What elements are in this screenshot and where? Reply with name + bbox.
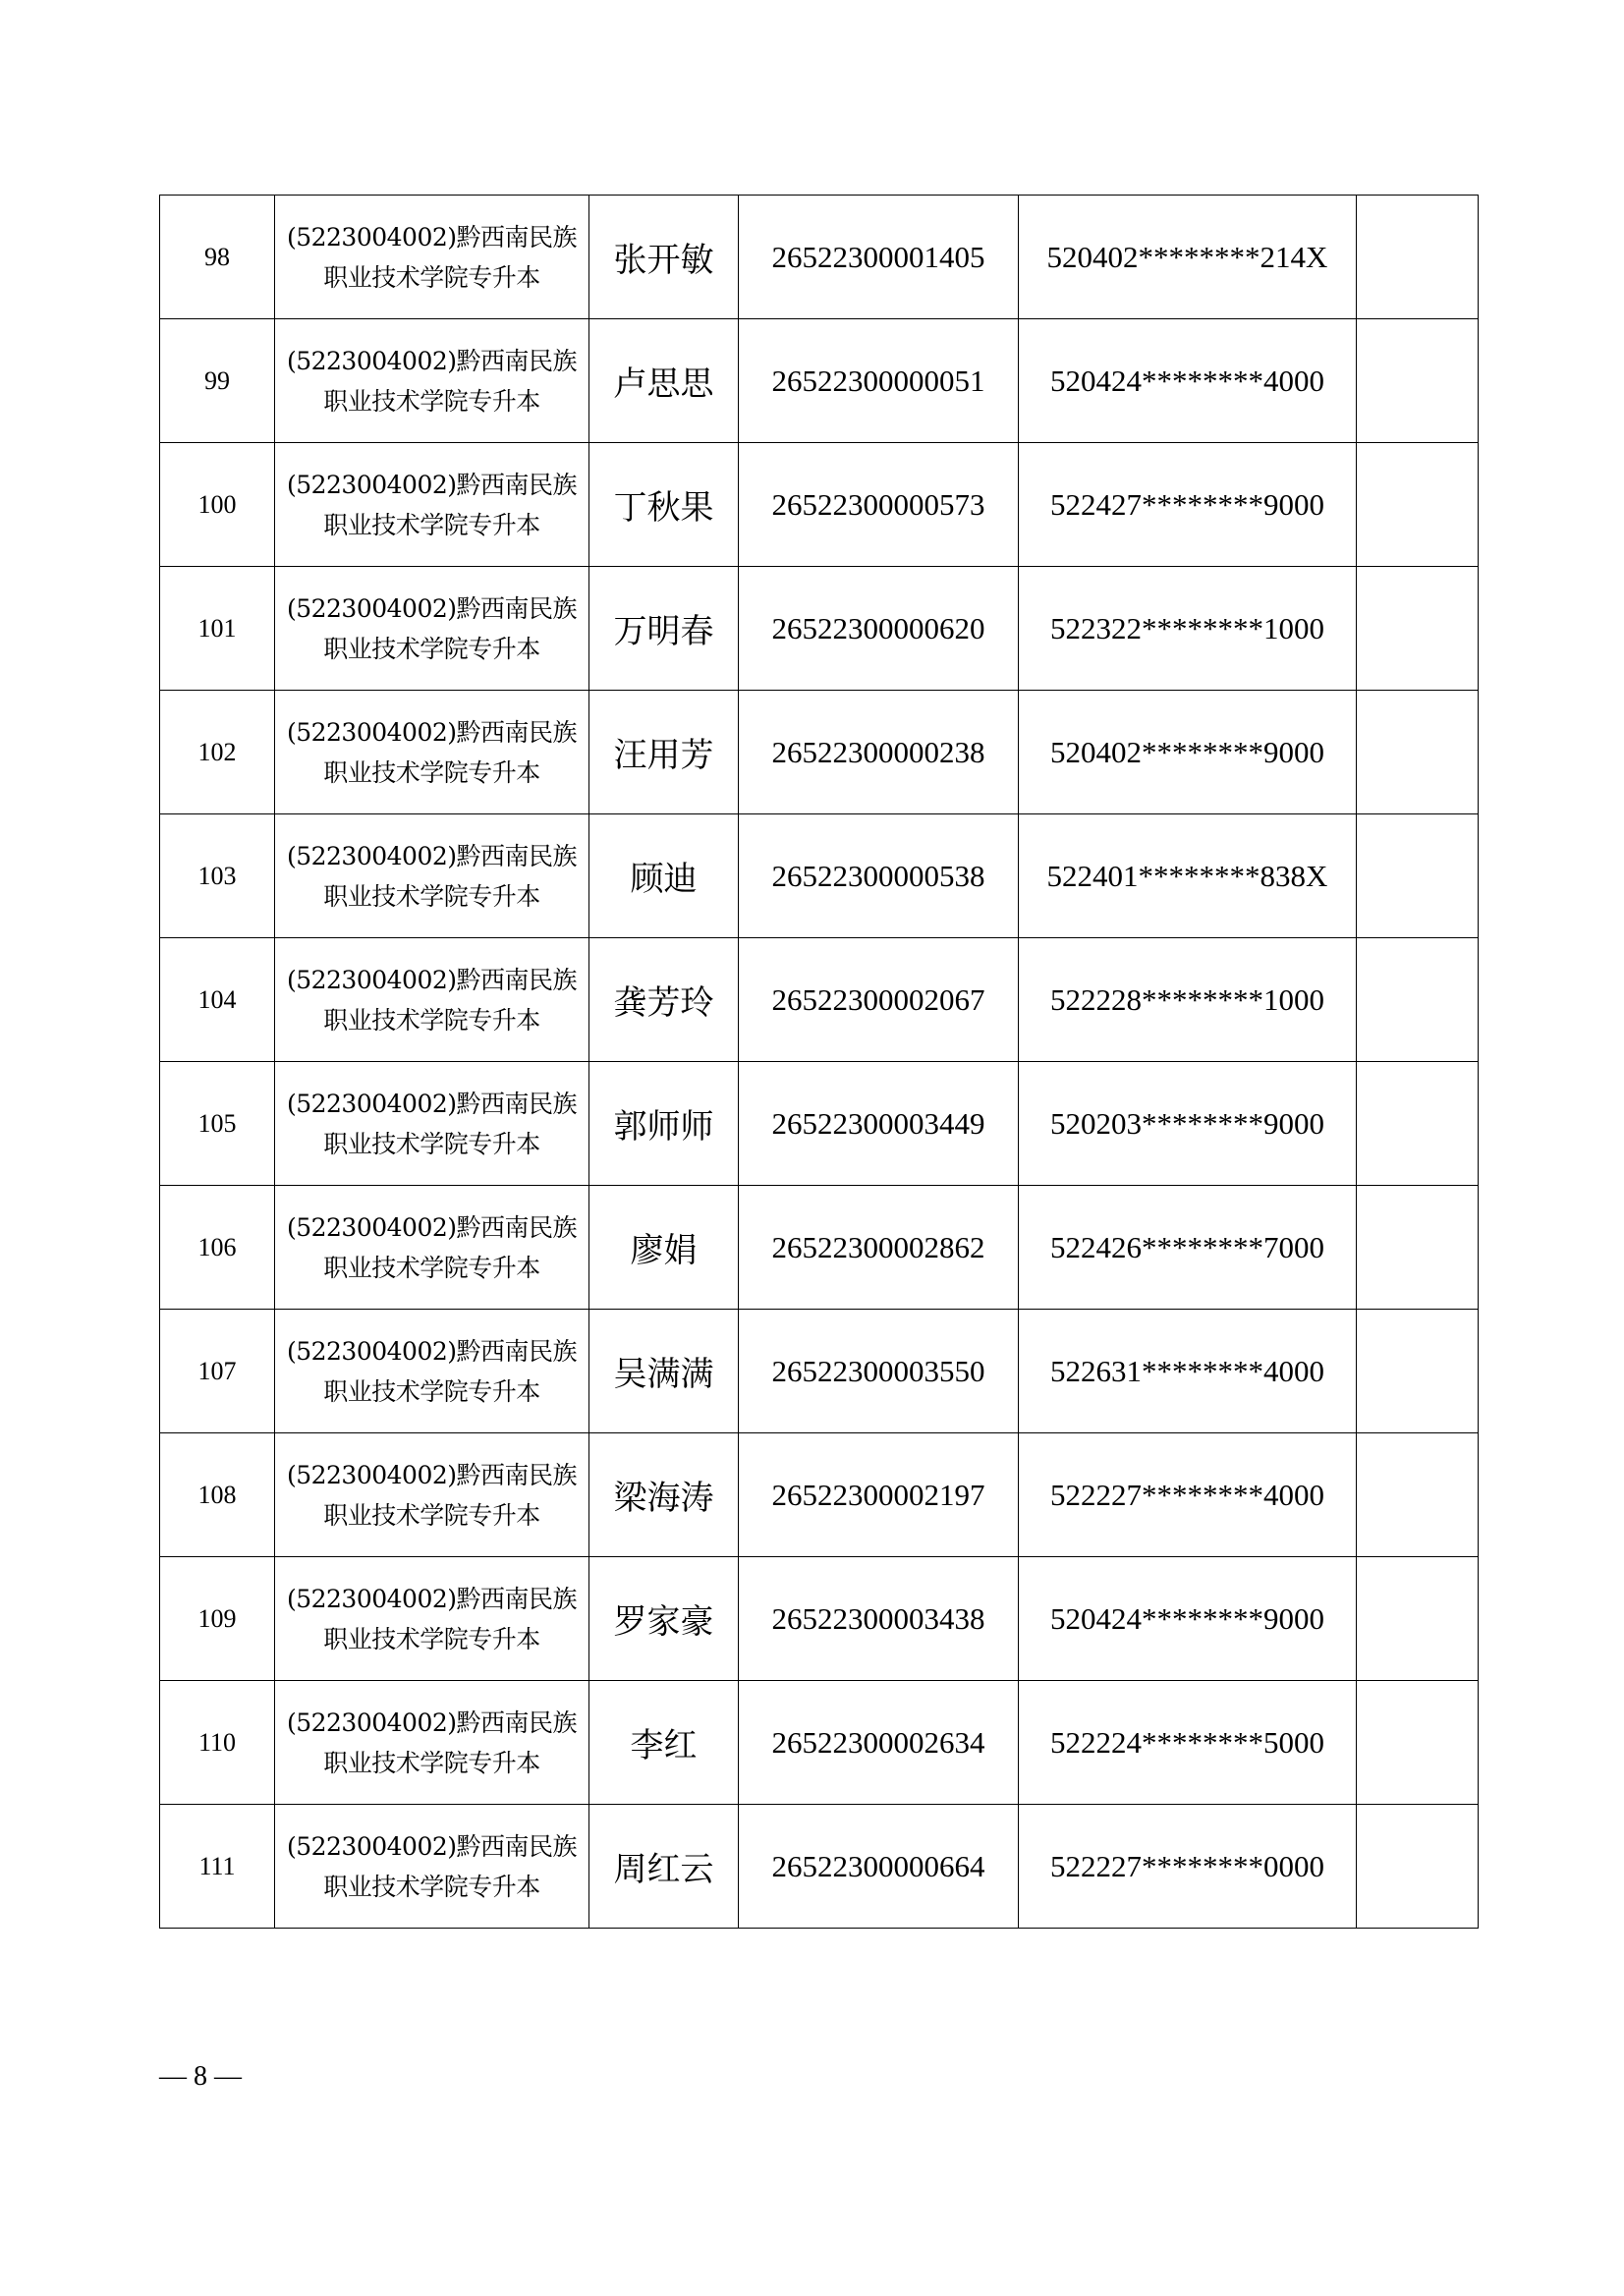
table-row [160, 1681, 1479, 1805]
note-cell [1357, 1557, 1479, 1681]
school-name-line: 职业技术学院专升本 [323, 1005, 540, 1035]
id-number: 520424********4000 [1019, 319, 1357, 443]
student-name: 罗家豪 [589, 1557, 739, 1681]
exam-number: 26522300003438 [739, 1557, 1019, 1681]
id-number: 520424********9000 [1019, 1557, 1357, 1681]
id-number: 522426********7000 [1019, 1186, 1357, 1310]
id-number: 522227********0000 [1019, 1805, 1357, 1929]
student-name: 梁海涛 [589, 1433, 739, 1557]
school-code-line: (5223004002)黔西南民族 [286, 470, 578, 499]
school-cell [275, 938, 589, 1062]
table-row [160, 319, 1479, 443]
student-name: 廖娟 [589, 1186, 739, 1310]
note-cell [1357, 1310, 1479, 1433]
school-name-line: 职业技术学院专升本 [323, 510, 540, 539]
row-number: 109 [160, 1557, 275, 1681]
note-cell [1357, 567, 1479, 691]
school-name-line: 职业技术学院专升本 [323, 881, 540, 911]
id-number: 520402********214X [1019, 196, 1357, 319]
row-number: 106 [160, 1186, 275, 1310]
school-cell [275, 1186, 589, 1310]
exam-number: 26522300000538 [739, 814, 1019, 938]
row-number: 111 [160, 1805, 275, 1929]
id-number: 522427********9000 [1019, 443, 1357, 567]
school-code-line: (5223004002)黔西南民族 [286, 841, 578, 870]
exam-number: 26522300002634 [739, 1681, 1019, 1805]
school-cell [275, 567, 589, 691]
school-name-line: 职业技术学院专升本 [323, 1872, 540, 1901]
note-cell [1357, 196, 1479, 319]
school-name-line: 职业技术学院专升本 [323, 634, 540, 663]
note-cell [1357, 1062, 1479, 1186]
note-cell [1357, 1805, 1479, 1929]
school-cell [275, 1310, 589, 1433]
row-number: 101 [160, 567, 275, 691]
exam-number: 26522300000573 [739, 443, 1019, 567]
student-name: 吴满满 [589, 1310, 739, 1433]
exam-number: 26522300003550 [739, 1310, 1019, 1433]
id-number: 522228********1000 [1019, 938, 1357, 1062]
student-name: 汪用芳 [589, 691, 739, 814]
school-name-line: 职业技术学院专升本 [323, 1253, 540, 1282]
student-name: 丁秋果 [589, 443, 739, 567]
school-code-line: (5223004002)黔西南民族 [286, 593, 578, 623]
table-row [160, 814, 1479, 938]
student-name: 郭师师 [589, 1062, 739, 1186]
table-row [160, 691, 1479, 814]
table-row [160, 1062, 1479, 1186]
note-cell [1357, 691, 1479, 814]
id-number: 522224********5000 [1019, 1681, 1357, 1805]
school-name-line: 职业技术学院专升本 [323, 1500, 540, 1530]
row-number: 107 [160, 1310, 275, 1433]
student-name: 李红 [589, 1681, 739, 1805]
school-code-line: (5223004002)黔西南民族 [286, 1089, 578, 1118]
school-code-line: (5223004002)黔西南民族 [286, 222, 578, 252]
school-cell [275, 196, 589, 319]
table-row [160, 196, 1479, 319]
school-code-line: (5223004002)黔西南民族 [286, 1460, 578, 1489]
student-name: 万明春 [589, 567, 739, 691]
table-row [160, 567, 1479, 691]
row-number: 104 [160, 938, 275, 1062]
school-code-line: (5223004002)黔西南民族 [286, 717, 578, 747]
exam-number: 26522300000620 [739, 567, 1019, 691]
school-name-line: 职业技术学院专升本 [323, 262, 540, 292]
table-row [160, 443, 1479, 567]
exam-number: 26522300002067 [739, 938, 1019, 1062]
row-number: 105 [160, 1062, 275, 1186]
id-number: 522322********1000 [1019, 567, 1357, 691]
row-number: 110 [160, 1681, 275, 1805]
note-cell [1357, 1186, 1479, 1310]
school-cell [275, 814, 589, 938]
note-cell [1357, 443, 1479, 567]
school-cell [275, 1681, 589, 1805]
school-code-line: (5223004002)黔西南民族 [286, 965, 578, 994]
exam-number: 26522300001405 [739, 196, 1019, 319]
school-name-line: 职业技术学院专升本 [323, 1624, 540, 1653]
school-cell [275, 691, 589, 814]
school-code-line: (5223004002)黔西南民族 [286, 1212, 578, 1242]
note-cell [1357, 938, 1479, 1062]
note-cell [1357, 814, 1479, 938]
school-name-line: 职业技术学院专升本 [323, 1129, 540, 1158]
table-row [160, 1310, 1479, 1433]
exam-number: 26522300000051 [739, 319, 1019, 443]
school-name-line: 职业技术学院专升本 [323, 386, 540, 416]
note-cell [1357, 319, 1479, 443]
school-cell [275, 1062, 589, 1186]
note-cell [1357, 1681, 1479, 1805]
school-cell [275, 319, 589, 443]
row-number: 99 [160, 319, 275, 443]
school-code-line: (5223004002)黔西南民族 [286, 1831, 578, 1861]
school-cell [275, 1805, 589, 1929]
school-name-line: 职业技术学院专升本 [323, 1748, 540, 1777]
admission-roster-table [159, 195, 1479, 1929]
row-number: 100 [160, 443, 275, 567]
table-row [160, 1186, 1479, 1310]
student-name: 卢思思 [589, 319, 739, 443]
note-cell [1357, 1433, 1479, 1557]
school-code-line: (5223004002)黔西南民族 [286, 1708, 578, 1737]
school-code-line: (5223004002)黔西南民族 [286, 1584, 578, 1613]
student-name: 顾迪 [589, 814, 739, 938]
id-number: 522631********4000 [1019, 1310, 1357, 1433]
exam-number: 26522300002862 [739, 1186, 1019, 1310]
exam-number: 26522300002197 [739, 1433, 1019, 1557]
table-row [160, 1433, 1479, 1557]
roster-body [160, 196, 1479, 1929]
table-row [160, 1805, 1479, 1929]
table-row [160, 938, 1479, 1062]
row-number: 108 [160, 1433, 275, 1557]
school-name-line: 职业技术学院专升本 [323, 757, 540, 787]
row-number: 103 [160, 814, 275, 938]
school-cell [275, 1557, 589, 1681]
student-name: 周红云 [589, 1805, 739, 1929]
school-code-line: (5223004002)黔西南民族 [286, 1336, 578, 1366]
school-name-line: 职业技术学院专升本 [323, 1376, 540, 1406]
id-number: 522401********838X [1019, 814, 1357, 938]
id-number: 520203********9000 [1019, 1062, 1357, 1186]
school-code-line: (5223004002)黔西南民族 [286, 346, 578, 375]
exam-number: 26522300000238 [739, 691, 1019, 814]
student-name: 龚芳玲 [589, 938, 739, 1062]
id-number: 520402********9000 [1019, 691, 1357, 814]
id-number: 522227********4000 [1019, 1433, 1357, 1557]
school-cell [275, 1433, 589, 1557]
row-number: 98 [160, 196, 275, 319]
table-row [160, 1557, 1479, 1681]
page-number: — 8 — [159, 2061, 242, 2092]
student-name: 张开敏 [589, 196, 739, 319]
school-cell [275, 443, 589, 567]
exam-number: 26522300003449 [739, 1062, 1019, 1186]
row-number: 102 [160, 691, 275, 814]
exam-number: 26522300000664 [739, 1805, 1019, 1929]
